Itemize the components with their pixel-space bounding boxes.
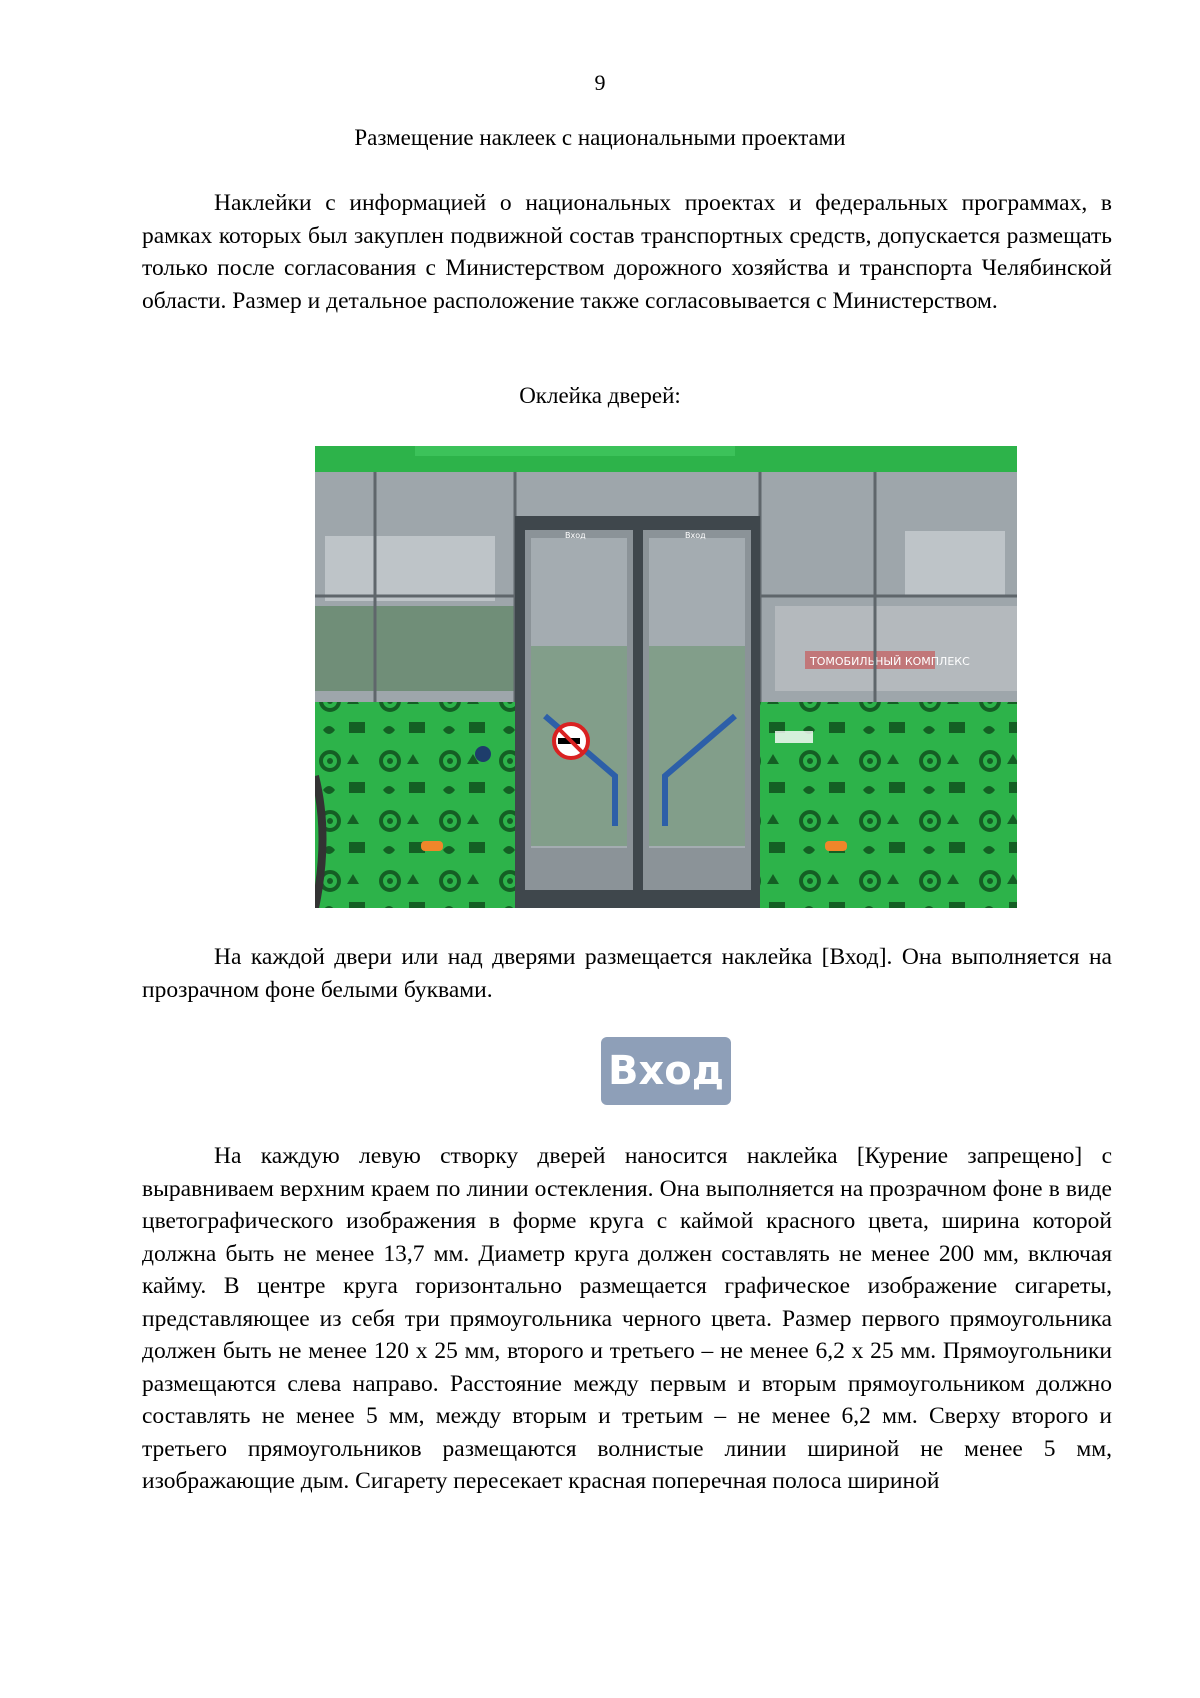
entry-sticker-sample: Вход [601,1037,731,1105]
paragraph-text: На каждую левую створку дверей наносится наклейка [Курение запрещено] с выравниваем верхним краем по линии остекления. Она выполняется на прозрачном фоне в виде цветографического изображения в форме круга с каймой красного цвета, ширина которой должна быть не менее 13,7 мм. Диаметр круга должен составлять не менее 200 мм, включая кайму. В центре круга горизонтально размещается графическое изображение сигареты, представляющее из себя три прямоугольника черного цвета. Размер первого прямоугольника должен быть не менее 120 х 25 мм, второго и третьего – не менее 6,2 х 25 мм. Прямоугольники размещаются слева направо. Расстояние между первым и вторым прямоугольником должно составлять не менее 5 мм, между вторым и третьим – не менее 6,2 мм. Сверху второго и третьего прямоугольников размещаются волнистые линии шириной не менее 5 мм, изображающие дым. Сигарету пересекает красная поперечная полоса шириной [142,1143,1112,1494]
door-label-right: Вход [685,531,706,540]
bus-doors-photo [315,446,1017,908]
paragraph-text: Наклейки с информацией о национальных проектах и федеральных программах, в рамках которых был закуплен подвижной состав транспортных средств, допускается размещать только после согласования с Министерством дорожного хозяйства и транспорта Челябинской области. Размер и детальное расположение также согласовывается с Министерством. [142,190,1112,314]
background-sign-text: ТОМОБИЛЬНЫЙ КОМПЛЕКС [810,655,970,668]
paragraph-entry-sticker [142,941,1112,1006]
page-number: 9 [594,70,606,95]
no-smoking-sign-icon [554,724,588,758]
reflector-left [421,841,443,851]
paragraph-national-projects [142,187,1112,317]
reflector-right [825,841,847,851]
door-button-icon [475,746,491,762]
photo-caption: Оклейка дверей: [519,383,681,408]
paragraph-no-smoking-sticker [142,1140,1112,1498]
left-side-panel [315,702,515,908]
section-heading: Размещение наклеек с национальными проектами [354,125,846,150]
paragraph-text: На каждой двери или над дверями размещается наклейка [Вход]. Она выполняется на прозрачном фоне белыми буквами. [142,944,1112,1003]
door-label-left: Вход [565,531,586,540]
accessibility-stickers-icon [775,731,813,743]
